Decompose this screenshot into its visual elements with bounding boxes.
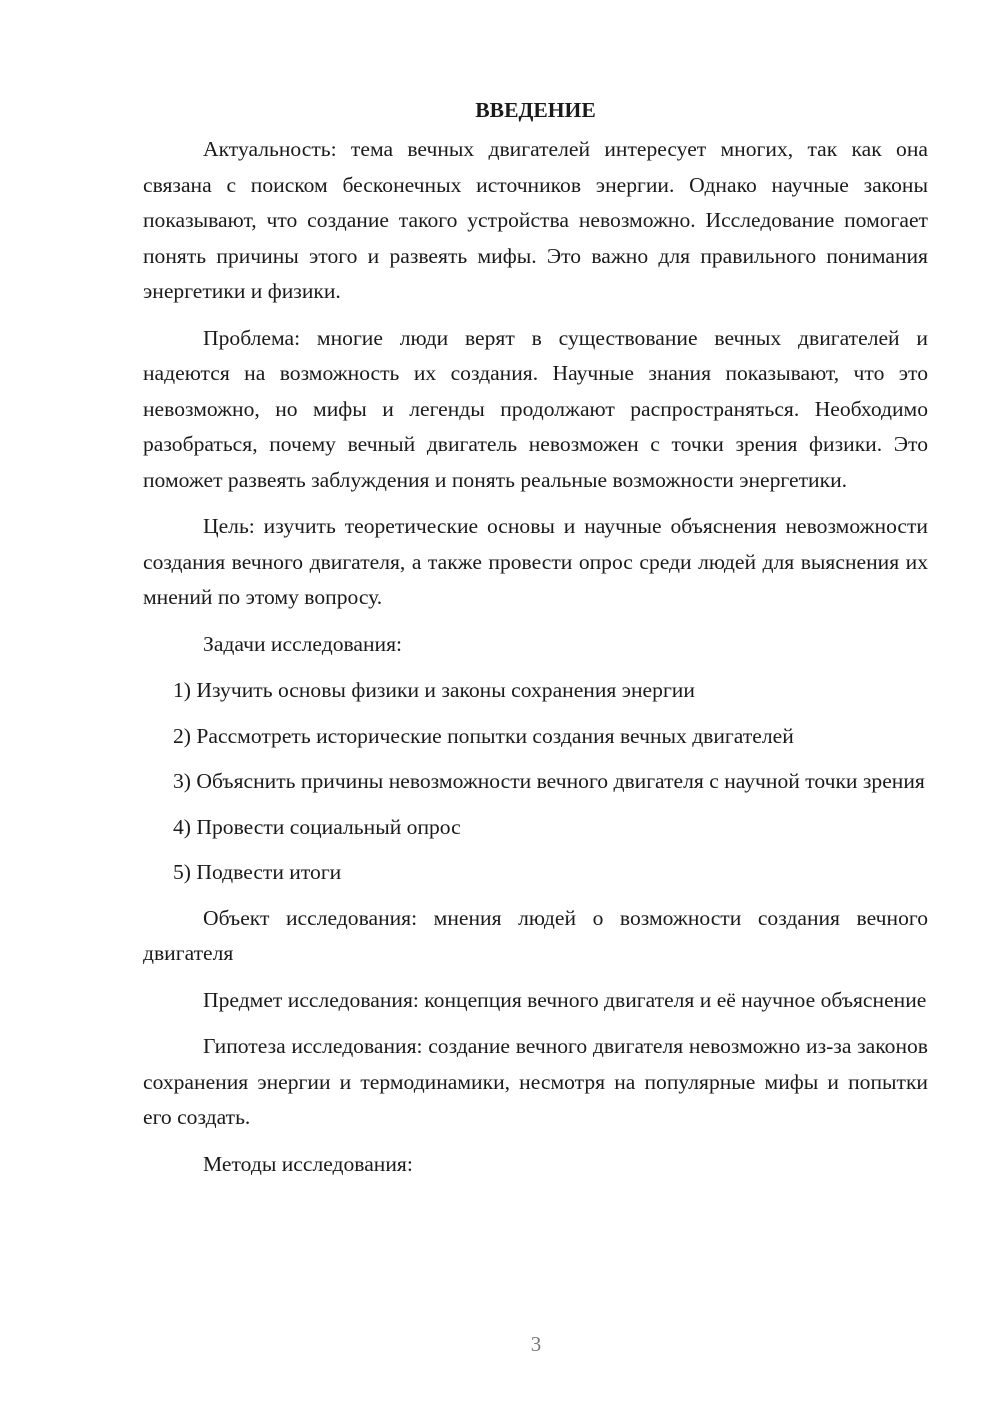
object-paragraph: Объект исследования: мнения людей о возможности создания вечного двигателя [143,905,928,965]
task-item-4: 4) Провести социальный опрос [173,814,461,839]
relevance-paragraph: Актуальность: тема вечных двигателей интересует многих, так как она связана с поиском бесконечных источников энергии. Однако научные законы показывают, что создание такого устройства невозможно. Исследование помогает понять причины этого и развеять мифы. Это важно для правильного понимания энергетики и физики. [143,137,928,303]
task-item-3: 3) Объяснить причины невозможности вечного двигателя с научной точки зрения [173,769,925,793]
page-content [143,93,928,1193]
tasks-heading: Задачи исследования: [203,631,403,656]
problem-paragraph: Проблема: многие люди верят в существование вечных двигателей и надеются на возможность их создания. Научные знания показывают, что это невозможно, но мифы и легенды продолжают распространяться. Необходимо разобраться, почему вечный двигатель невозможен с точки зрения физики. Это поможет развеять заблуждения и понять реальные возможности энергетики. [143,325,928,492]
subject-paragraph: Предмет исследования: концепция вечного двигателя и её научное объяснение [203,987,927,1012]
task-item-1: 1) Изучить основы физики и законы сохранения энергии [173,678,695,702]
task-item-2: 2) Рассмотреть исторические попытки создания вечных двигателей [173,723,794,748]
task-item-5: 5) Подвести итоги [173,860,342,884]
section-title: ВВЕДЕНИЕ [475,98,596,122]
hypothesis-paragraph: Гипотеза исследования: создание вечного двигателя невозможно из-за законов сохранения энергии и термодинамики, несмотря на популярные мифы и попытки его создать. [143,1034,928,1129]
methods-heading: Методы исследования: [203,1151,413,1176]
goal-paragraph: Цель: изучить теоретические основы и научные объяснения невозможности создания вечного двигателя, а также провести опрос среди людей для выяснения их мнений по этому вопросу. [143,514,928,609]
page-number: 3 [530,1332,542,1356]
